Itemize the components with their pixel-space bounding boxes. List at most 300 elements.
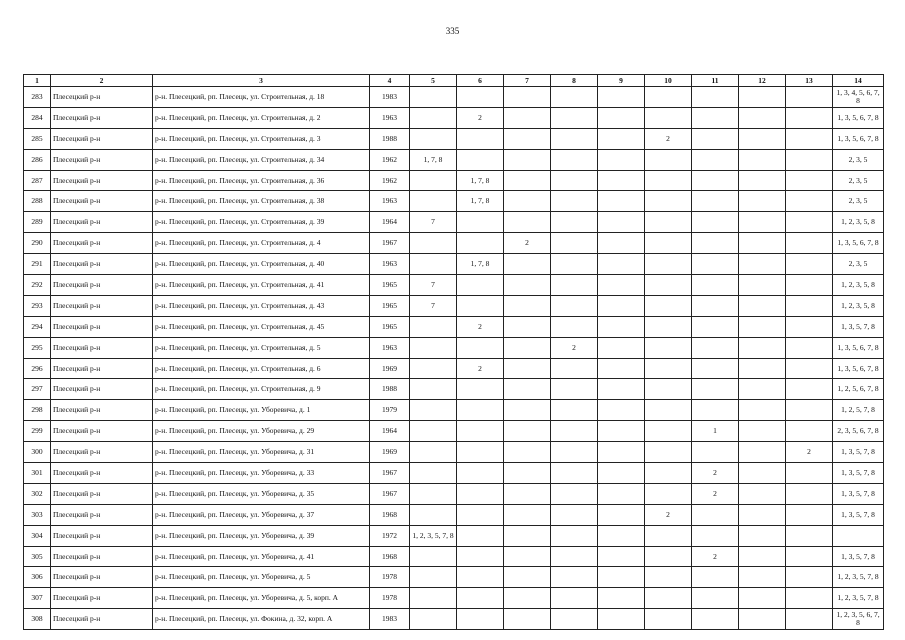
table-cell-col-2: Плесецкий р-н xyxy=(51,483,153,504)
column-header-4: 4 xyxy=(370,75,410,87)
table-row xyxy=(24,149,884,170)
table-row xyxy=(24,525,884,546)
table-cell-col-12 xyxy=(739,379,786,400)
table-cell-col-13 xyxy=(786,567,833,588)
table-cell-col-10 xyxy=(645,107,692,128)
table-cell-col-14: 2, 3, 5 xyxy=(833,191,884,212)
table-cell-col-5: 7 xyxy=(410,295,457,316)
table-cell-col-11 xyxy=(692,400,739,421)
table-cell-col-1: 307 xyxy=(24,588,51,609)
table-cell-col-4: 1965 xyxy=(370,295,410,316)
table-cell-col-4: 1983 xyxy=(370,609,410,630)
table-cell-col-1: 305 xyxy=(24,546,51,567)
column-header-7: 7 xyxy=(504,75,551,87)
table-cell-col-7 xyxy=(504,442,551,463)
table-row xyxy=(24,358,884,379)
table-cell-col-5 xyxy=(410,442,457,463)
table-cell-col-1: 288 xyxy=(24,191,51,212)
table-cell-col-9 xyxy=(598,400,645,421)
table-cell-col-9 xyxy=(598,421,645,442)
table-cell-col-14: 1, 3, 5, 7, 8 xyxy=(833,463,884,484)
column-header-8: 8 xyxy=(551,75,598,87)
table-cell-col-5 xyxy=(410,107,457,128)
table-cell-col-13: 2 xyxy=(786,442,833,463)
table-cell-col-13 xyxy=(786,609,833,630)
table-cell-col-2: Плесецкий р-н xyxy=(51,107,153,128)
table-cell-col-12 xyxy=(739,149,786,170)
table-cell-col-10 xyxy=(645,358,692,379)
table-cell-col-6 xyxy=(457,233,504,254)
table-cell-col-7 xyxy=(504,567,551,588)
table-cell-col-14: 1, 3, 5, 6, 7, 8 xyxy=(833,337,884,358)
table-cell-col-6: 2 xyxy=(457,316,504,337)
table-cell-col-12 xyxy=(739,483,786,504)
table-cell-col-8 xyxy=(551,128,598,149)
table-cell-col-12 xyxy=(739,567,786,588)
table-cell-col-8 xyxy=(551,379,598,400)
table-cell-col-11 xyxy=(692,254,739,275)
table-cell-col-6 xyxy=(457,588,504,609)
table-cell-col-2: Плесецкий р-н xyxy=(51,212,153,233)
table-cell-col-4: 1963 xyxy=(370,254,410,275)
table-cell-col-7 xyxy=(504,525,551,546)
table-cell-col-4: 1983 xyxy=(370,87,410,108)
table-cell-col-14: 1, 3, 5, 6, 7, 8 xyxy=(833,107,884,128)
table-cell-col-8 xyxy=(551,107,598,128)
table-cell-col-4: 1969 xyxy=(370,358,410,379)
table-row xyxy=(24,609,884,630)
table-cell-col-7 xyxy=(504,463,551,484)
table-cell-col-9 xyxy=(598,316,645,337)
table-cell-col-6 xyxy=(457,609,504,630)
table-cell-col-11 xyxy=(692,87,739,108)
table-cell-col-10 xyxy=(645,379,692,400)
table-cell-col-6 xyxy=(457,149,504,170)
table-cell-col-10 xyxy=(645,463,692,484)
table-cell-col-3: р-н. Плесецкий, рп. Плесецк, ул. Строительная, д. 3 xyxy=(153,128,370,149)
table-cell-col-12 xyxy=(739,588,786,609)
column-header-12: 12 xyxy=(739,75,786,87)
table-cell-col-9 xyxy=(598,128,645,149)
table-cell-col-7 xyxy=(504,107,551,128)
table-cell-col-13 xyxy=(786,87,833,108)
table-cell-col-12 xyxy=(739,170,786,191)
table-cell-col-11 xyxy=(692,609,739,630)
table-cell-col-4: 1967 xyxy=(370,233,410,254)
table-cell-col-6 xyxy=(457,525,504,546)
table-cell-col-12 xyxy=(739,525,786,546)
table-cell-col-8 xyxy=(551,295,598,316)
table-cell-col-12 xyxy=(739,463,786,484)
table-cell-col-6 xyxy=(457,337,504,358)
table-cell-col-11 xyxy=(692,128,739,149)
table-cell-col-2: Плесецкий р-н xyxy=(51,87,153,108)
table-cell-col-4: 1968 xyxy=(370,546,410,567)
table-cell-col-12 xyxy=(739,87,786,108)
table-cell-col-6 xyxy=(457,504,504,525)
table-cell-col-13 xyxy=(786,107,833,128)
table-cell-col-7 xyxy=(504,421,551,442)
table-row xyxy=(24,254,884,275)
table-cell-col-3: р-н. Плесецкий, рп. Плесецк, ул. Уборевича, д. 31 xyxy=(153,442,370,463)
table-cell-col-8 xyxy=(551,567,598,588)
table-cell-col-8 xyxy=(551,504,598,525)
table-cell-col-11 xyxy=(692,588,739,609)
table-cell-col-10 xyxy=(645,442,692,463)
table-cell-col-6 xyxy=(457,379,504,400)
column-header-14: 14 xyxy=(833,75,884,87)
table-cell-col-7 xyxy=(504,170,551,191)
table-cell-col-7 xyxy=(504,212,551,233)
table-cell-col-11 xyxy=(692,295,739,316)
table-cell-col-3: р-н. Плесецкий, рп. Плесецк, ул. Строительная, д. 18 xyxy=(153,87,370,108)
table-cell-col-13 xyxy=(786,212,833,233)
table-cell-col-6 xyxy=(457,128,504,149)
table-cell-col-8 xyxy=(551,463,598,484)
table-cell-col-12 xyxy=(739,316,786,337)
table-cell-col-5 xyxy=(410,87,457,108)
table-cell-col-5 xyxy=(410,316,457,337)
table-cell-col-11 xyxy=(692,379,739,400)
table-cell-col-13 xyxy=(786,316,833,337)
table-cell-col-8 xyxy=(551,358,598,379)
table-cell-col-6 xyxy=(457,463,504,484)
table-cell-col-14: 1, 2, 5, 7, 8 xyxy=(833,400,884,421)
table-cell-col-2: Плесецкий р-н xyxy=(51,149,153,170)
table-cell-col-1: 300 xyxy=(24,442,51,463)
table-cell-col-2: Плесецкий р-н xyxy=(51,191,153,212)
table-cell-col-8 xyxy=(551,442,598,463)
table-cell-col-5 xyxy=(410,463,457,484)
table-cell-col-14: 1, 3, 5, 6, 7, 8 xyxy=(833,128,884,149)
table-cell-col-3: р-н. Плесецкий, рп. Плесецк, ул. Строительная, д. 43 xyxy=(153,295,370,316)
table-cell-col-10 xyxy=(645,275,692,296)
table-cell-col-2: Плесецкий р-н xyxy=(51,504,153,525)
table-cell-col-2: Плесецкий р-н xyxy=(51,233,153,254)
table-cell-col-13 xyxy=(786,337,833,358)
table-cell-col-13 xyxy=(786,149,833,170)
table-cell-col-12 xyxy=(739,128,786,149)
table-row xyxy=(24,212,884,233)
table-cell-col-8 xyxy=(551,525,598,546)
page-number: 335 xyxy=(445,26,460,36)
table-cell-col-1: 290 xyxy=(24,233,51,254)
table-cell-col-9 xyxy=(598,379,645,400)
table-cell-col-8 xyxy=(551,588,598,609)
table-cell-col-1: 295 xyxy=(24,337,51,358)
table-cell-col-7 xyxy=(504,609,551,630)
table-cell-col-10: 2 xyxy=(645,504,692,525)
table-cell-col-10 xyxy=(645,254,692,275)
table-cell-col-2: Плесецкий р-н xyxy=(51,463,153,484)
table-cell-col-5: 1, 2, 3, 5, 7, 8 xyxy=(410,525,457,546)
table-row xyxy=(24,87,884,108)
table-cell-col-10 xyxy=(645,149,692,170)
table-row xyxy=(24,483,884,504)
table-cell-col-13 xyxy=(786,400,833,421)
table-cell-col-7 xyxy=(504,337,551,358)
table-cell-col-10 xyxy=(645,87,692,108)
table-cell-col-2: Плесецкий р-н xyxy=(51,442,153,463)
table-cell-col-6 xyxy=(457,295,504,316)
table-cell-col-8 xyxy=(551,254,598,275)
table-cell-col-5 xyxy=(410,358,457,379)
table-cell-col-3: р-н. Плесецкий, рп. Плесецк, ул. Строительная, д. 41 xyxy=(153,275,370,296)
table-row xyxy=(24,400,884,421)
table-cell-col-4: 1967 xyxy=(370,463,410,484)
table-cell-col-8 xyxy=(551,316,598,337)
table-cell-col-9 xyxy=(598,504,645,525)
table-cell-col-4: 1965 xyxy=(370,316,410,337)
table-cell-col-10 xyxy=(645,191,692,212)
table-cell-col-3: р-н. Плесецкий, рп. Плесецк, ул. Фокина, д. 32, корп. А xyxy=(153,609,370,630)
table-cell-col-7 xyxy=(504,546,551,567)
table-cell-col-9 xyxy=(598,609,645,630)
column-header-6: 6 xyxy=(457,75,504,87)
table-cell-col-14: 1, 3, 5, 7, 8 xyxy=(833,442,884,463)
table-cell-col-6: 2 xyxy=(457,107,504,128)
table-cell-col-14: 1, 2, 3, 5, 8 xyxy=(833,295,884,316)
table-cell-col-5 xyxy=(410,128,457,149)
table-cell-col-10 xyxy=(645,483,692,504)
table-row xyxy=(24,316,884,337)
table-cell-col-6: 2 xyxy=(457,358,504,379)
table-cell-col-4: 1988 xyxy=(370,379,410,400)
table-cell-col-3: р-н. Плесецкий, рп. Плесецк, ул. Строительная, д. 40 xyxy=(153,254,370,275)
table-cell-col-8 xyxy=(551,212,598,233)
header-row xyxy=(24,75,884,87)
table-cell-col-4: 1963 xyxy=(370,191,410,212)
table-cell-col-3: р-н. Плесецкий, рп. Плесецк, ул. Строительная, д. 36 xyxy=(153,170,370,191)
table-cell-col-3: р-н. Плесецкий, рп. Плесецк, ул. Уборевича, д. 37 xyxy=(153,504,370,525)
table-cell-col-9 xyxy=(598,191,645,212)
table-cell-col-14: 1, 3, 5, 7, 8 xyxy=(833,316,884,337)
column-header-10: 10 xyxy=(645,75,692,87)
table-cell-col-1: 294 xyxy=(24,316,51,337)
table-cell-col-1: 286 xyxy=(24,149,51,170)
table-cell-col-14 xyxy=(833,525,884,546)
table-cell-col-2: Плесецкий р-н xyxy=(51,609,153,630)
table-row xyxy=(24,588,884,609)
table-cell-col-4: 1963 xyxy=(370,107,410,128)
table-cell-col-14: 1, 3, 5, 6, 7, 8 xyxy=(833,358,884,379)
table-cell-col-1: 302 xyxy=(24,483,51,504)
table-cell-col-13 xyxy=(786,254,833,275)
table-row xyxy=(24,337,884,358)
table-cell-col-12 xyxy=(739,275,786,296)
table-cell-col-2: Плесецкий р-н xyxy=(51,588,153,609)
table-cell-col-13 xyxy=(786,128,833,149)
table-cell-col-4: 1978 xyxy=(370,588,410,609)
table-cell-col-12 xyxy=(739,358,786,379)
column-header-9: 9 xyxy=(598,75,645,87)
table-cell-col-6 xyxy=(457,421,504,442)
table-cell-col-8 xyxy=(551,400,598,421)
table-cell-col-10 xyxy=(645,588,692,609)
table-cell-col-11 xyxy=(692,212,739,233)
table-cell-col-11 xyxy=(692,358,739,379)
table-row xyxy=(24,546,884,567)
table-cell-col-7 xyxy=(504,275,551,296)
table-cell-col-5 xyxy=(410,400,457,421)
table-cell-col-5 xyxy=(410,191,457,212)
table-cell-col-11: 2 xyxy=(692,463,739,484)
table-cell-col-11: 2 xyxy=(692,483,739,504)
table-cell-col-4: 1963 xyxy=(370,337,410,358)
table-cell-col-3: р-н. Плесецкий, рп. Плесецк, ул. Уборевича, д. 33 xyxy=(153,463,370,484)
table-cell-col-8 xyxy=(551,87,598,108)
table-cell-col-5 xyxy=(410,379,457,400)
table-cell-col-4: 1962 xyxy=(370,170,410,191)
table-cell-col-4: 1972 xyxy=(370,525,410,546)
table-cell-col-5 xyxy=(410,170,457,191)
table-cell-col-14: 1, 3, 4, 5, 6, 7, 8 xyxy=(833,87,884,108)
table-cell-col-11: 2 xyxy=(692,546,739,567)
table-cell-col-2: Плесецкий р-н xyxy=(51,254,153,275)
table-cell-col-10 xyxy=(645,609,692,630)
table-cell-col-1: 287 xyxy=(24,170,51,191)
table-cell-col-1: 301 xyxy=(24,463,51,484)
table-cell-col-12 xyxy=(739,212,786,233)
table-cell-col-12 xyxy=(739,254,786,275)
table-cell-col-14: 1, 2, 3, 5, 7, 8 xyxy=(833,588,884,609)
table-cell-col-4: 1978 xyxy=(370,567,410,588)
table-cell-col-10 xyxy=(645,567,692,588)
table-cell-col-3: р-н. Плесецкий, рп. Плесецк, ул. Строительная, д. 45 xyxy=(153,316,370,337)
table-cell-col-3: р-н. Плесецкий, рп. Плесецк, ул. Строительная, д. 4 xyxy=(153,233,370,254)
table-cell-col-2: Плесецкий р-н xyxy=(51,337,153,358)
table-cell-col-3: р-н. Плесецкий, рп. Плесецк, ул. Уборевича, д. 39 xyxy=(153,525,370,546)
table-cell-col-2: Плесецкий р-н xyxy=(51,295,153,316)
table-cell-col-9 xyxy=(598,107,645,128)
table-cell-col-13 xyxy=(786,463,833,484)
register-table xyxy=(23,74,884,630)
table-cell-col-7 xyxy=(504,295,551,316)
table-row xyxy=(24,107,884,128)
table-cell-col-2: Плесецкий р-н xyxy=(51,170,153,191)
table-row xyxy=(24,442,884,463)
table-cell-col-12 xyxy=(739,191,786,212)
table-cell-col-14: 1, 3, 5, 7, 8 xyxy=(833,546,884,567)
table-cell-col-3: р-н. Плесецкий, рп. Плесецк, ул. Строительная, д. 2 xyxy=(153,107,370,128)
table-cell-col-7 xyxy=(504,588,551,609)
table-cell-col-12 xyxy=(739,107,786,128)
table-cell-col-1: 285 xyxy=(24,128,51,149)
table-cell-col-2: Плесецкий р-н xyxy=(51,421,153,442)
table-cell-col-9 xyxy=(598,87,645,108)
table-cell-col-11 xyxy=(692,170,739,191)
table-cell-col-13 xyxy=(786,379,833,400)
table-cell-col-3: р-н. Плесецкий, рп. Плесецк, ул. Уборевича, д. 35 xyxy=(153,483,370,504)
table-cell-col-11: 1 xyxy=(692,421,739,442)
table-cell-col-10 xyxy=(645,233,692,254)
table-cell-col-9 xyxy=(598,254,645,275)
table-cell-col-8 xyxy=(551,275,598,296)
table-cell-col-1: 297 xyxy=(24,379,51,400)
table-cell-col-9 xyxy=(598,275,645,296)
table-cell-col-14: 2, 3, 5 xyxy=(833,170,884,191)
table-cell-col-14: 1, 3, 5, 7, 8 xyxy=(833,504,884,525)
table-cell-col-12 xyxy=(739,295,786,316)
table-row xyxy=(24,170,884,191)
column-header-5: 5 xyxy=(410,75,457,87)
table-cell-col-13 xyxy=(786,275,833,296)
table-cell-col-14: 1, 2, 3, 5, 8 xyxy=(833,212,884,233)
table-cell-col-4: 1962 xyxy=(370,149,410,170)
table-cell-col-4: 1964 xyxy=(370,212,410,233)
table-cell-col-6 xyxy=(457,567,504,588)
table-cell-col-3: р-н. Плесецкий, рп. Плесецк, ул. Уборевича, д. 5, корп. А xyxy=(153,588,370,609)
table-cell-col-4: 1964 xyxy=(370,421,410,442)
table-cell-col-11 xyxy=(692,337,739,358)
table-cell-col-11 xyxy=(692,567,739,588)
table-cell-col-5 xyxy=(410,567,457,588)
table-cell-col-12 xyxy=(739,546,786,567)
table-cell-col-14: 1, 2, 3, 5, 6, 7, 8 xyxy=(833,609,884,630)
table-cell-col-3: р-н. Плесецкий, рп. Плесецк, ул. Уборевича, д. 41 xyxy=(153,546,370,567)
table-cell-col-10 xyxy=(645,546,692,567)
table-row xyxy=(24,463,884,484)
table-cell-col-13 xyxy=(786,525,833,546)
table-cell-col-12 xyxy=(739,421,786,442)
table-cell-col-9 xyxy=(598,588,645,609)
table-cell-col-9 xyxy=(598,358,645,379)
table-row xyxy=(24,275,884,296)
table-cell-col-13 xyxy=(786,588,833,609)
table-cell-col-11 xyxy=(692,107,739,128)
table-cell-col-14: 1, 3, 5, 7, 8 xyxy=(833,483,884,504)
table-cell-col-2: Плесецкий р-н xyxy=(51,275,153,296)
table-cell-col-8 xyxy=(551,233,598,254)
table-cell-col-4: 1967 xyxy=(370,483,410,504)
table-cell-col-1: 299 xyxy=(24,421,51,442)
table-cell-col-5: 7 xyxy=(410,212,457,233)
table-cell-col-9 xyxy=(598,170,645,191)
table-cell-col-12 xyxy=(739,609,786,630)
table-cell-col-3: р-н. Плесецкий, рп. Плесецк, ул. Уборевича, д. 5 xyxy=(153,567,370,588)
table-body xyxy=(24,87,884,630)
table-cell-col-1: 303 xyxy=(24,504,51,525)
table-cell-col-14: 1, 2, 3, 5, 8 xyxy=(833,275,884,296)
table-cell-col-12 xyxy=(739,504,786,525)
table-cell-col-10 xyxy=(645,400,692,421)
table-cell-col-14: 2, 3, 5 xyxy=(833,254,884,275)
table-cell-col-1: 298 xyxy=(24,400,51,421)
table-cell-col-11 xyxy=(692,275,739,296)
table-cell-col-11 xyxy=(692,316,739,337)
table-cell-col-8 xyxy=(551,149,598,170)
table-cell-col-4: 1969 xyxy=(370,442,410,463)
column-header-2: 2 xyxy=(51,75,153,87)
column-header-13: 13 xyxy=(786,75,833,87)
table-cell-col-3: р-н. Плесецкий, рп. Плесецк, ул. Строительная, д. 5 xyxy=(153,337,370,358)
table-row xyxy=(24,233,884,254)
table-cell-col-8 xyxy=(551,609,598,630)
table-cell-col-3: р-н. Плесецкий, рп. Плесецк, ул. Строительная, д. 39 xyxy=(153,212,370,233)
table-cell-col-12 xyxy=(739,337,786,358)
table-header xyxy=(24,75,884,87)
table-cell-col-6: 1, 7, 8 xyxy=(457,191,504,212)
table-cell-col-5 xyxy=(410,233,457,254)
table-cell-col-5 xyxy=(410,337,457,358)
table-cell-col-13 xyxy=(786,233,833,254)
table-cell-col-8: 2 xyxy=(551,337,598,358)
table-cell-col-2: Плесецкий р-н xyxy=(51,567,153,588)
table-cell-col-1: 291 xyxy=(24,254,51,275)
table-cell-col-1: 289 xyxy=(24,212,51,233)
table-row xyxy=(24,128,884,149)
table-cell-col-3: р-н. Плесецкий, рп. Плесецк, ул. Строительная, д. 6 xyxy=(153,358,370,379)
